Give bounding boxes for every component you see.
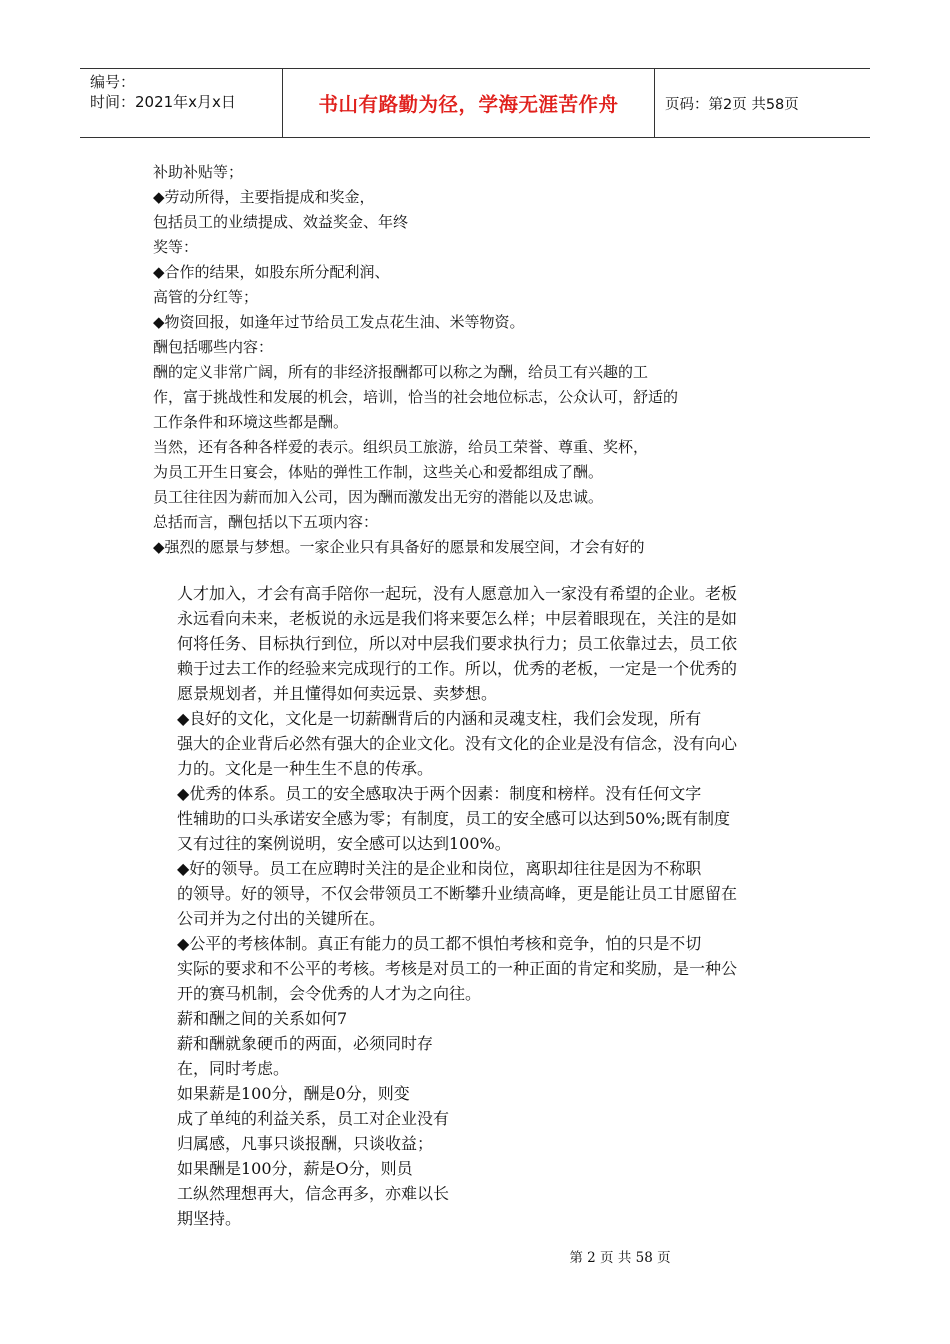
body-line: 愿景规划者，并且懂得如何卖远景、卖梦想。 (177, 684, 498, 703)
body-line: 赖于过去工作的经验来完成现行的工作。所以，优秀的老板，一定是一个优秀的 (177, 659, 738, 678)
body-line: ◆良好的文化，文化是一切薪酬背后的内涵和灵魂支柱，我们会发现，所有 (177, 709, 702, 728)
page-footer (0, 1246, 950, 1266)
body-line: 工作条件和环境这些都是酬。 (153, 413, 349, 431)
body-line: 的领导。好的领导，不仅会带领员工不断攀升业绩高峰，更是能让员工甘愿留在 (177, 884, 738, 903)
body-line: 人才加入，才会有高手陪你一起玩，没有人愿意加入一家没有希望的企业。老板 (177, 584, 738, 603)
body-line: 永远看向未来，老板说的永远是我们将来要怎么样；中层着眼现在，关注的是如 (177, 609, 738, 628)
header-motto: 书山有路勤为径，学海无涯苦作舟 (318, 93, 619, 116)
body-line: 性辅助的口头承诺安全感为零；有制度，员工的安全感可以达到50%;既有制度 (177, 809, 730, 828)
body-line: 为员工开生日宴会，体贴的弹性工作制，这些关心和爱都组成了酬。 (153, 463, 604, 481)
body-line: 补助补贴等； (153, 163, 244, 181)
section-heading: 薪和酬之间的关系如何7 (177, 1009, 348, 1028)
body-line: ◆合作的结果，如股东所分配利润、 (153, 263, 390, 281)
body-line: 作，富于挑战性和发展的机会，培训，恰当的社会地位标志，公众认可，舒适的 (153, 388, 679, 406)
header-divider (654, 69, 655, 137)
body-line: 强大的企业背后必然有强大的企业文化。没有文化的企业是没有信念，没有向心 (177, 734, 738, 753)
body-line: ◆好的领导。员工在应聘时关注的是企业和岗位，离职却往往是因为不称职 (177, 859, 702, 878)
header-page-info: 页码：第2页 共58页 (665, 96, 799, 113)
body-line: 力的。文化是一种生生不息的传承。 (177, 759, 434, 778)
footer-page-number: 第 2 页 共 58 页 (569, 1250, 671, 1266)
body-line: ◆物资回报，如逢年过节给员工发点花生油、米等物资。 (153, 313, 525, 331)
body-line: 公司并为之付出的关键所在。 (177, 909, 386, 928)
body-line: 在，同时考虑。 (177, 1059, 290, 1078)
body-line: 员工往往因为薪而加入公司，因为酬而激发出无穷的潜能以及忠诚。 (153, 488, 604, 506)
body-line: 归属感，凡事只谈报酬，只谈收益； (177, 1134, 434, 1153)
body-line: 奖等： (153, 238, 199, 256)
body-line: ◆强烈的愿景与梦想。一家企业只有具备好的愿景和发展空间，才会有好的 (153, 538, 645, 556)
body-line: 如果薪是100分，酬是0分，则变 (177, 1084, 410, 1103)
body-line: 何将任务、目标执行到位，所以对中层我们要求执行力；员工依靠过去，员工依 (177, 634, 738, 653)
document-date: 时间：2021年x月x日 (90, 93, 236, 111)
body-line: 期坚持。 (177, 1209, 242, 1228)
body-line: 酬包括哪些内容： (153, 338, 274, 356)
body-line: 又有过往的案例说明，安全感可以达到100%。 (177, 834, 511, 853)
body-line: 开的赛马机制，会令优秀的人才为之向往。 (177, 984, 482, 1003)
body-line: ◆公平的考核体制。真正有能力的员工都不惧怕考核和竞争，怕的只是不切 (177, 934, 702, 953)
document-number-label: 编号： (90, 73, 136, 91)
body-line: 当然，还有各种各样爱的表示。组织员工旅游，给员工荣誉、尊重、奖杯， (153, 438, 649, 456)
body-line: 高管的分红等； (153, 288, 259, 306)
body-line: 包括员工的业绩提成、效益奖金、年终 (153, 213, 409, 231)
page-header (80, 68, 870, 138)
body-line: ◆劳动所得，主要指提成和奖金， (153, 188, 375, 206)
body-line: 工纵然理想再大，信念再多，亦难以长 (177, 1184, 450, 1203)
body-line: 薪和酬就象硬币的两面，必须同时存 (177, 1034, 434, 1053)
body-line: 总括而言，酬包括以下五项内容： (153, 513, 379, 531)
body-line: 如果酬是100分，薪是O分，则员 (177, 1159, 413, 1178)
body-line: ◆优秀的体系。员工的安全感取决于两个因素：制度和榜样。没有任何文字 (177, 784, 702, 803)
body-line: 实际的要求和不公平的考核。考核是对员工的一种正面的肯定和奖励，是一种公 (177, 959, 738, 978)
body-line: 成了单纯的利益关系，员工对企业没有 (177, 1109, 450, 1128)
header-meta (90, 72, 236, 112)
body-line: 酬的定义非常广阔，所有的非经济报酬都可以称之为酬，给员工有兴趣的工 (153, 363, 649, 381)
